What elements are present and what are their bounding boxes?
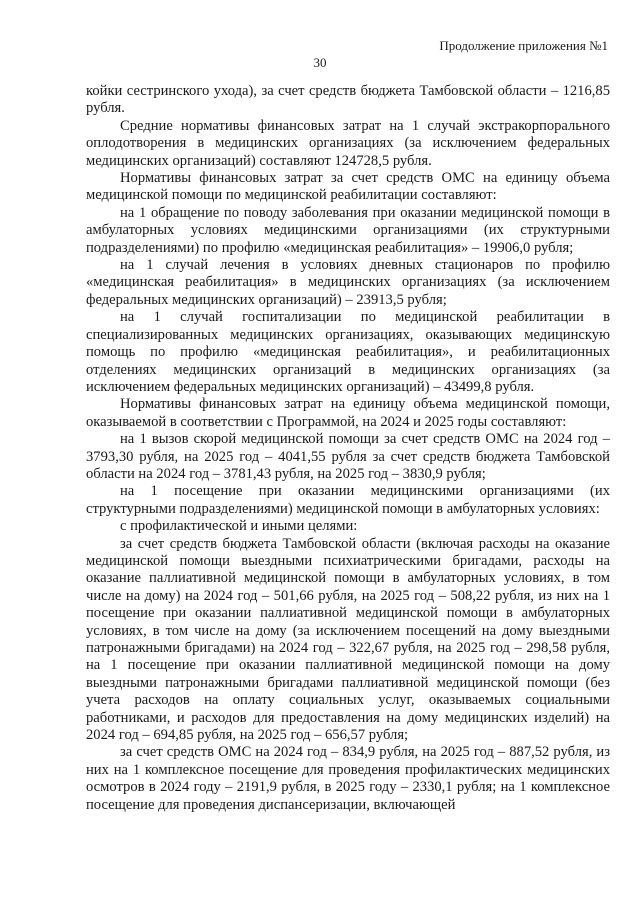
paragraph: Нормативы финансовых затрат на единицу объема медицинской помощи, оказываемой в соответствии с Программой, на 2024 и 2025 годы составляют: [86,396,610,430]
paragraph: на 1 вызов скорой медицинской помощи за счет средств ОМС на 2024 год – 3793,30 рубля, на 2025 год – 4041,55 рубля за счет средств бюджета Тамбовской области на 2024 год – 3781,43 рубля, на 2025 год – 3830,9 рубля; [86,431,610,482]
paragraph: за счет средств ОМС на 2024 год – 834,9 рубля, на 2025 год – 887,52 рубля, из них на 1 комплексное посещение для проведения профилактических медицинских осмотров в 2024 году – 2191,9 рубля, в 2025 году – 2330,1 рубля; на 1 комплексное посещение для проведения диспансеризации, включающей [86,744,610,813]
paragraph: на 1 случай лечения в условиях дневных стационаров по профилю «медицинская реабилитация» в медицинских организациях (за исключением федеральных медицинских организаций) – 23913,5 рубля; [86,257,610,308]
paragraph: на 1 случай госпитализации по медицинской реабилитации в специализированных медицинских организациях, оказывающих медицинскую помощь по профилю «медицинская реабилитация», и реабилитационных отделениях медицинских организаций в медицинских организациях (за исключением федеральных медицинских организаций) – 43499,8 рубля. [86,309,610,395]
appendix-continuation-note: Продолжение приложения №1 [439,38,608,53]
paragraph: на 1 посещение при оказании медицинскими организациями (их структурными подразделениями) медицинской помощи в амбулаторных условиях: [86,483,610,517]
paragraph: с профилактической и иными целями: [120,518,358,535]
page-number: 30 [313,55,327,70]
paragraph: на 1 обращение по поводу заболевания при оказании медицинской помощи в амбулаторных условиях медицинскими организациями (их структурными подразделениями) по профилю «медицинская реабилитация» – 19906,0 рубля; [86,204,610,256]
paragraph: за счет средств бюджета Тамбовской области (включая расходы на оказание медицинской помощи выездными психиатрическими бригадами, расходы на оказание паллиативной медицинской помощи в амбулаторных условиях, в том числе на дому) на 2024 год – 501,66 рубля, на 2025 год – 508,22 рубля, из них на 1 посещение при оказании паллиативной медицинской помощи в амбулаторных условиях, в том числе на дому (за исключением посещений на дому выездными патронажными бригадами) на 2024 год – 322,67 рубля, на 2025 год – 298,58 рубля, на 1 посещение при оказании паллиативной медицинской помощи на дому выездными патронажными бригадами паллиативной медицинской помощи (без учета расходов на оплату социальных услуг, оказываемых социальными работниками, и расходов для предоставления на дому медицинских изделий) на 2024 год – 694,85 рубля, на 2025 год – 656,57 рубля; [86,535,610,744]
document-body [86,83,610,814]
paragraph: койки сестринского ухода), за счет средств бюджета Тамбовской области – 1216,85 рубля. [86,83,610,117]
paragraph: Нормативы финансовых затрат за счет средств ОМС на единицу объема медицинской помощи по медицинской реабилитации составляют: [86,170,610,204]
paragraph: Средние нормативы финансовых затрат на 1 случай экстракорпорального оплодотворения в медицинских организациях (за исключением федеральных медицинских организаций) составляют 124728,5 рубля. [86,117,610,169]
